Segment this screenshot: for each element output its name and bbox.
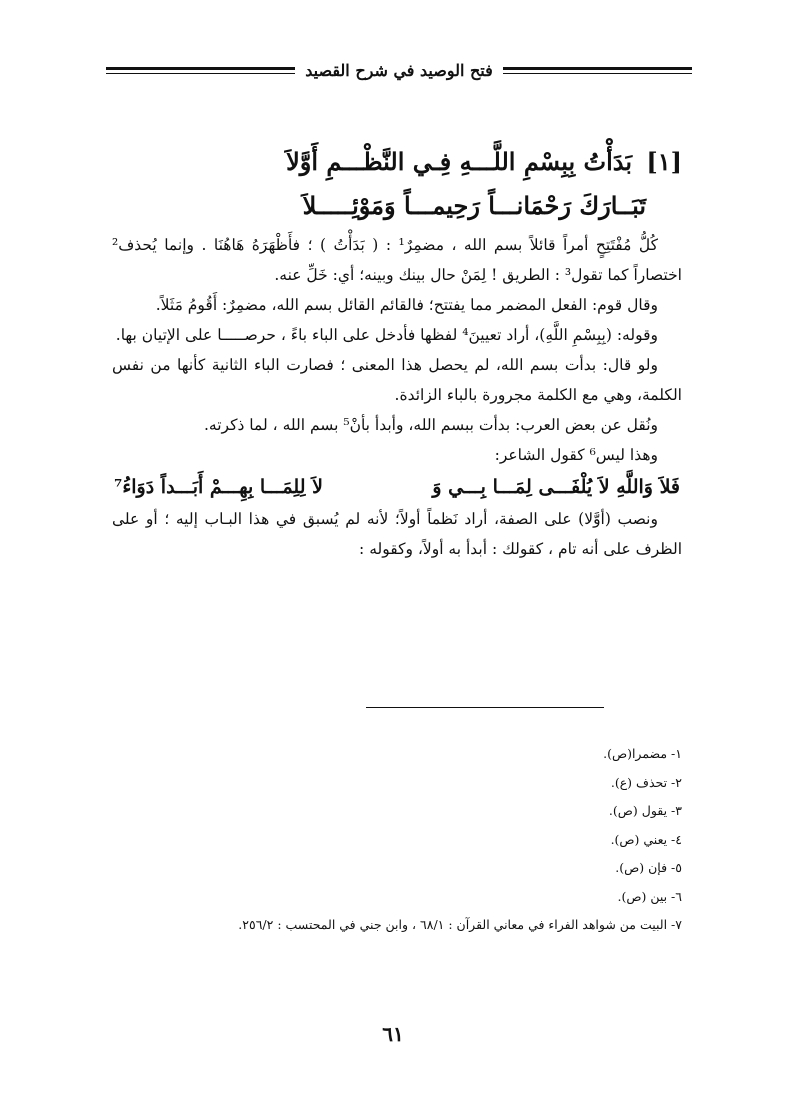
- paragraph-5: ونُقل عن بعض العرب: بدأت ببسم الله، وأبدأ بأنْ⁵ بسم الله ، لما ذكرته.: [204, 416, 658, 434]
- verse-number: [١]: [646, 147, 682, 176]
- header-title: فتح الوصيد في شرح القصيد: [305, 60, 493, 80]
- footnote-1: ١- مضمرا(ص).: [603, 746, 682, 761]
- page-number: ٦١: [382, 1022, 404, 1046]
- footnote-4: ٤- يعني (ص).: [610, 831, 682, 847]
- footnote-3: ٣- يقول (ص).: [608, 803, 682, 818]
- footnote-divider: [366, 707, 604, 708]
- paragraph-3: وقوله: (بِبِسْمِ اللَّهِ)، أراد تعيينَ⁴ لفظها فأدخل على الباء باءً ، حرصـــــا على الإتيان بها.: [115, 326, 658, 344]
- footnotes: [112, 740, 682, 940]
- paragraph-4: ولو قال: بدأت بسم الله، لم يحصل هذا المعنى ؛ فصارت الباء الثانية كأنها من نفس الكلمة، وهي مع الكلمة مجرورة بالباء الزائدة.: [112, 356, 682, 404]
- verse-line-1: [250, 140, 682, 184]
- poem-hemistich-left: لاَ لِلِمَـــا بِهِـــمْ أَبَـــداً دَوَاءُ⁷: [114, 476, 323, 498]
- header-rule-left: [106, 67, 295, 74]
- body-text: [112, 230, 682, 564]
- poem-line: [112, 470, 682, 504]
- footnote-6: ٦- بين (ص).: [617, 888, 682, 904]
- paragraph-2: وقال قوم: الفعل المضمر مما يفتتح؛ فالقائم القائل بسم الله، مضمِرٌ: أَقُومُ مَثَلاً.: [155, 296, 658, 314]
- paragraph-6: وهذا ليس⁶ كقول الشاعر:: [494, 446, 658, 464]
- footnote-7: ٧- البيت من شواهد الفراء في معاني القرآن : ٦٨/١ ، وابن جني في المحتسب : ٢٥٦/٢.: [238, 917, 682, 932]
- verse-line-1-text: بَدَأْتُ بِبِسْمِ اللَّـــهِ فِـي النَّظْـــمِ أَوَّلاَ: [286, 147, 633, 176]
- poem-hemistich-right: فَلاَ وَاللَّهِ لاَ يُلْفَـــى لِمَـــا بِـــي وَ: [432, 476, 680, 498]
- verse-line-2: تَبَــارَكَ رَحْمَانـــاً رَحِيمـــاً وَمَوْئِـــــلاَ: [302, 191, 646, 220]
- footnote-5: ٥- فإن (ص).: [615, 860, 682, 875]
- paragraph-7: ونصب (أوَّلا) على الصفة، أراد نَظماً أولاً؛ لأنه لم يُسبق في هذا البـاب إليه ؛ أو على الظرف على أنه تام ، كقولك : أبدأ به أولاً، وكقوله :: [112, 510, 682, 558]
- running-header: [106, 58, 692, 82]
- header-rule-right: [503, 67, 692, 74]
- paragraph-1: كُلُّ مُفْتَتِحٍ أمراً قائلاً بسم الله ، مضمِرٌ¹ : ( بَدَأْتُ ) ؛ فأَظْهَرَهُ هَاهُنَا . وإنما يُحذف² اختصاراً كما تقول³ : الطريق ! لِمَنْ حال بينك وبينه؛ أي: خَلِّ عنه.: [112, 236, 682, 284]
- verse-block: [250, 140, 682, 228]
- footnote-2: ٢- تحذف (ع).: [610, 774, 682, 790]
